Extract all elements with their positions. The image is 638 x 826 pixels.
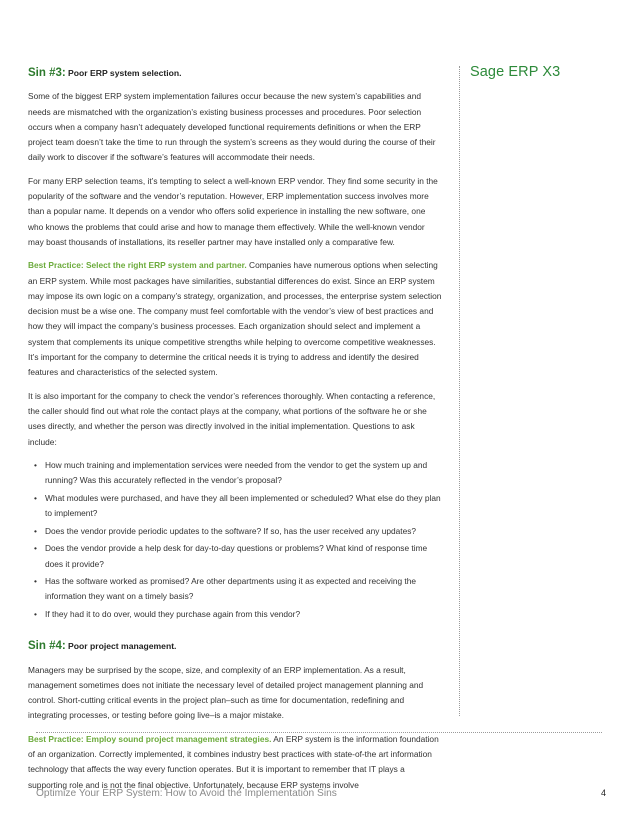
question-item: • If they had it to do over, would they purchase again from this vendor? bbox=[28, 607, 442, 622]
sin4-best-practice-label: Best Practice: Employ sound project management strategies. bbox=[28, 733, 272, 744]
question-item: • How much training and implementation services were needed from the vendor to get the system up and running? Was this accurately reflected in the vendor’s proposal? bbox=[28, 458, 442, 489]
sin3-title: Poor ERP system selection. bbox=[68, 68, 182, 78]
sin3-best-practice bbox=[28, 258, 442, 380]
questions-list bbox=[28, 458, 442, 622]
question-item: • Does the vendor provide a help desk for day-to-day questions or problems? What kind of response time does it provide? bbox=[28, 541, 442, 572]
sin4-number: Sin #4: bbox=[28, 640, 66, 653]
sin3-number: Sin #3: bbox=[28, 67, 66, 79]
sin4-title: Poor project management. bbox=[68, 641, 177, 652]
question-item: • What modules were purchased, and have they all been implemented or scheduled? What else do they plan to implement? bbox=[28, 491, 442, 522]
sin4-best-practice bbox=[28, 732, 442, 793]
sin3-best-practice-label: Best Practice: Select the right ERP system and partner. bbox=[28, 260, 247, 271]
sin4-paragraph: Managers may be surprised by the scope, size, and complexity of an ERP implementation. As a result, management sometimes does not initiate the necessary level of detailed project management planning and control. Short-cutting critical events in the project plan–such as time for documentation, redefining and integrating processes, or testing before going live–is a major mistake. bbox=[28, 664, 424, 721]
sin3-paragraph-2: For many ERP selection teams, it’s tempting to select a well-known ERP vendor. They find some security in the popularity of the software and the vendor’s reputation. However, ERP implementation success involves more than a popular name. It depends on a vendor who offers solid experience in installing the new software, one who knows the problems that could arise and how to manage them effectively. While the well-known vendor may boast thousands of installations, its reseller partner may have installed only a comparative few. bbox=[28, 175, 438, 247]
main-content bbox=[28, 66, 442, 801]
brand-logo-text: Sage ERP X3 bbox=[470, 64, 561, 80]
page-number: 4 bbox=[600, 788, 606, 798]
sin4-best-practice-text: An ERP system is the information foundation of an organization. Correctly implemented, it combines industry best practices with state-of-the art information technology that affects the way every function operates. But it is important to remember that IT plays a supporting role and is not the final objective. Unfortunately, because ERP systems involve bbox=[28, 733, 439, 790]
sin3-heading bbox=[28, 66, 442, 81]
question-item: • Does the vendor provide periodic updates to the software? If so, has the user received any updates? bbox=[28, 524, 442, 539]
vertical-dotted-divider bbox=[459, 66, 460, 716]
sin3-paragraph-1: Some of the biggest ERP system implementation failures occur because the new system’s capabilities and needs are mismatched with the organization’s existing business processes and procedures. Poor selection occurs when a company hasn’t adequately developed functional requirements definitions or when the ERP project team doesn’t take the time to run through the system’s screens as they would during the course of their daily work to discover if the software’s features will accommodate their needs. bbox=[28, 91, 436, 163]
sin4-heading bbox=[28, 639, 442, 654]
sin3-references-paragraph: It is also important for the company to check the vendor’s references thoroughly. When contacting a reference, the caller should find out what role the contact plays at the company, what portions of the software he or she uses directly, and whether the person was directly involved in the initial implementation. Questions to ask include: bbox=[28, 390, 436, 447]
sin3-best-practice-text: Companies have numerous options when selecting an ERP system. While most packages have similarities, substantial differences do exist. Since an ERP system may impose its own logic on a company’s strategy, organization, and processes, the enterprise system selection decision must be a wise one. The company must feel comfortable with the vendor’s view of best practices and how they will impact the company’s business processes. Each organization should select and implement a system that complements its unique competitive strengths while helping to overcome competitive weaknesses. It’s important for the company to determine the critical needs it is trying to address and identify the desired features and characteristics of the selected system. bbox=[28, 260, 442, 378]
question-item: • Has the software worked as promised? Are other departments using it as expected and receiving the information they want on a timely basis? bbox=[28, 574, 442, 605]
horizontal-dotted-divider bbox=[36, 732, 602, 733]
footer-title: Optimize Your ERP System: How to Avoid the Implementation Sins bbox=[36, 788, 337, 799]
